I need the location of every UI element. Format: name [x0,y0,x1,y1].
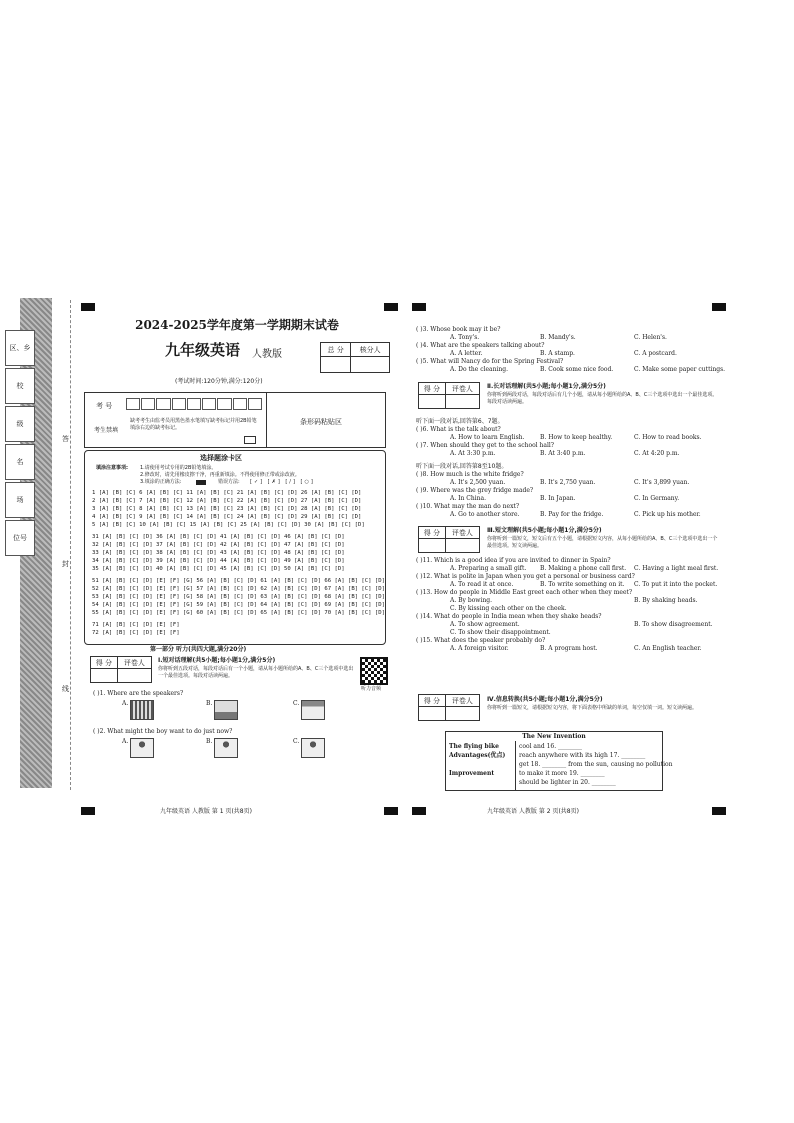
question: ( )13. How do people in Middle East greet each other when they meet? [416,589,633,596]
option-label: A. [122,700,129,707]
answer-option[interactable]: C. A postcard. [634,350,677,357]
answer-option[interactable]: A. A letter. [450,350,483,357]
exam-number-boxes[interactable] [126,398,262,410]
score-table [320,342,390,373]
answer-option[interactable]: B. Cook some nice food. [540,366,614,373]
grader-field[interactable] [117,669,151,683]
grader-table-4 [418,694,480,721]
question-2: ( )2. What might the boy want to do just now? [93,728,233,735]
table-row-text[interactable]: should be lighter in 20. ________ [519,779,616,786]
question: ( )11. Which is a good idea if you are invited to dinner in Spain? [416,557,611,564]
qr-label: 听力音频 [361,686,382,692]
registration-mark [384,807,398,815]
exam-info: (考试时间:120分钟,满分:120分) [175,378,263,385]
school-building-image [130,700,154,720]
answer-option[interactable]: C. Pick up his mother. [634,511,701,518]
examinee-label: 考生禁填 [94,427,119,434]
absent-mark-box[interactable] [244,436,256,444]
grader-field[interactable] [445,707,479,721]
theater-image [301,700,325,720]
answer-option[interactable]: B. Pay for the fridge. [540,511,604,518]
dialog2-intro: 听下面一段对话,回答第8至10题。 [416,463,508,470]
strip-cell-seat [5,520,35,556]
omr-title: 选择题涂卡区 [200,454,242,462]
registration-mark [384,303,398,311]
question: ( )12. What is polite in Japan when you get a personal or business card? [416,573,635,580]
answer-option[interactable]: C. Having a light meal first. [634,565,719,572]
question: ( )6. What is the talk about? [416,426,501,433]
answer-option[interactable]: C. To put it into the pocket. [634,581,718,588]
sec1-desc: 你将听到五段对话，每段对话后有一个小题，请从每小题所给的A、B、C三个选项中选出一个最佳选项。每段对话读两遍。 [158,666,354,679]
question: ( )9. Where was the grey fridge made? [416,487,534,494]
examinee-note: 缺考考生由监考员用黑色墨水笔填写缺考标记并用2B铅笔填涂右边的缺考标记。 [130,418,257,431]
strip-cell-township: 区 、 乡 [5,330,35,366]
registration-mark [412,807,426,815]
option-label: C. [293,700,300,707]
strip-label: 场 [16,496,24,504]
edition-label: 人教版 [252,349,282,360]
score-field[interactable] [419,395,446,409]
omr-note-3: 3.填涂的正确方法: [140,479,182,485]
table-row-text[interactable]: cool and 16. ________ [519,743,583,750]
answer-option[interactable]: A. How to learn English. [450,434,525,441]
sec4-desc: 你将听到一篇短文，请根据短文内容，将下面表格中所缺的单词，每空仅填一词。短文读两遍。 [487,705,698,711]
omr-row[interactable]: 3 [A] [B] [C] 8 [A] [B] [C] 13 [A] [B] [C] 23 [A] [B] [C] [D] 28 [A] [B] [C] [D] [92,506,362,512]
sec4-title: Ⅳ.信息转换(共5小题;每小题1分,满分5分) [487,696,603,703]
answer-option[interactable]: C. In Germany. [634,495,680,502]
dialog1-intro: 听下面一段对话,回答第6、7题。 [416,418,504,425]
omr-row[interactable]: 5 [A] [B] [C] 10 [A] [B] [C] 15 [A] [B] [C] 25 [A] [B] [C] [D] 30 [A] [B] [C] [D] [92,522,365,528]
strip-label: 级 [16,420,24,428]
sec3-desc: 你将听到一篇短文，短文后有五个小题，请根据短文内容，从每小题所给的A、B、C三个选项中选出一个最佳选项。短文读两遍。 [487,536,718,549]
option-label: B. [206,738,213,745]
question: ( )8. How much is the white fridge? [416,471,524,478]
registration-mark [412,303,426,311]
total-score-field[interactable] [321,357,351,373]
score-field[interactable] [419,707,446,721]
invention-table-title: The New Invention [522,733,586,740]
question: ( )10. What may the man do next? [416,503,520,510]
omr-row[interactable]: 35 [A] [B] [C] [D] 40 [A] [B] [C] [D] 45 [A] [B] [C] [D] 50 [A] [B] [C] [D] [92,566,345,572]
omr-row[interactable]: 34 [A] [B] [C] [D] 39 [A] [B] [C] [D] 44 [A] [B] [C] [D] 49 [A] [B] [C] [D] [92,558,345,564]
omr-row[interactable]: 71 [A] [B] [C] [D] [E] [F] [92,622,180,628]
score-label: 得 分 [91,657,118,669]
omr-row[interactable]: 1 [A] [B] [C] 6 [A] [B] [C] 11 [A] [B] [C] 21 [A] [B] [C] [D] 26 [A] [B] [C] [D] [92,490,362,496]
grader-table-3 [418,526,480,553]
table-row-label: Advantages(优点) [449,752,506,759]
strip-cell-name [5,444,35,480]
grader-label: 评卷人 [445,527,479,539]
grader-table-1 [90,656,152,683]
grader-label: 评卷人 [117,657,151,669]
side-word-seal: 封 [62,560,69,568]
answer-option[interactable]: B. To show disagreement. [634,621,713,628]
answer-option[interactable]: A. Do the cleaning. [450,366,509,373]
answer-option[interactable]: B. By shaking heads. [634,597,698,604]
answer-option[interactable]: A. To read it at once. [450,581,514,588]
answer-option[interactable]: A. In China. [450,495,487,502]
strip-cell-class [5,406,35,442]
option-label: B. [206,700,213,707]
question: ( )4. What are the speakers talking about? [416,342,545,349]
table-row-text[interactable]: get 18. ________ from the sun, causing no pollution [519,761,673,768]
omr-wrong-label: 错误方法: [218,479,240,485]
strip-label: 校 [16,382,24,390]
option-label: A. [122,738,129,745]
answer-option[interactable]: A. It's 2,500 yuan. [450,479,506,486]
answer-option[interactable]: C. Make some paper cuttings. [634,366,726,373]
person-image [301,738,325,758]
question: ( )3. Whose book may it be? [416,326,501,333]
omr-row[interactable]: 4 [A] [B] [C] 9 [A] [B] [C] 14 [A] [B] [C] 24 [A] [B] [C] [D] 29 [A] [B] [C] [D] [92,514,362,520]
grader-label: 评卷人 [445,383,479,395]
page1-footer: 九年级英语 人教版 第 1 页(共8页) [160,808,252,815]
omr-row[interactable]: 53 [A] [B] [C] [D] [E] [F] [G] 58 [A] [B] [C] [D] 63 [A] [B] [C] [D] 68 [A] [B] [C] [D] [92,594,385,600]
score-label: 得 分 [419,527,446,539]
answer-option[interactable]: C. To show their disappointment. [450,629,551,636]
score-label: 得 分 [419,383,446,395]
page2-footer: 九年级英语 人教版 第 2 页(共8页) [487,808,579,815]
option-label: C. [293,738,300,745]
strip-label: 区 [9,344,17,352]
omr-row[interactable]: 72 [A] [B] [C] [D] [E] [F] [92,630,180,636]
answer-option[interactable]: A. Go to another store. [450,511,520,518]
answer-option[interactable]: C. It's 3,899 yuan. [634,479,690,486]
omr-row[interactable]: 31 [A] [B] [C] [D] 36 [A] [B] [C] [D] 41 [A] [B] [C] [D] 46 [A] [B] [C] [D] [92,534,345,540]
exam-title: 2024-2025学年度第一学期期末试卷 [135,318,339,332]
answer-option[interactable]: B. How to keep healthy. [540,434,613,441]
answer-option[interactable]: B. It's 2,750 yuan. [540,479,596,486]
answer-option[interactable]: A. Preparing a small gift. [450,565,527,572]
grader-field[interactable] [445,395,479,409]
question: ( )15. What does the speaker probably do? [416,637,546,644]
side-word-answer: 答 [62,435,69,443]
strip-label: 乡 [23,344,31,352]
cut-line [70,300,71,790]
answer-option[interactable]: B. Mandy's. [540,334,576,341]
score-label: 得 分 [419,695,446,707]
person-image [214,738,238,758]
table-divider [515,741,516,791]
omr-row[interactable]: 33 [A] [B] [C] [D] 38 [A] [B] [C] [D] 43 [A] [B] [C] [D] 48 [A] [B] [C] [D] [92,550,345,556]
table-row-text[interactable]: to make it more 19. ________ [519,770,605,777]
answer-option[interactable]: B. A stamp. [540,350,575,357]
barcode-area-label: 条形码粘贴区 [300,418,342,426]
answer-option[interactable]: B. In Japan. [540,495,576,502]
registration-mark [712,303,726,311]
omr-row[interactable]: 32 [A] [B] [C] [D] 37 [A] [B] [C] [D] 42 [A] [B] [C] [D] 47 [A] [B] [C] [D] [92,542,345,548]
divider [266,392,267,448]
grader-table-2 [418,382,480,409]
answer-option[interactable]: B. A program host. [540,645,598,652]
answer-option[interactable]: A. By bowing. [450,597,492,604]
answer-option[interactable]: A. Tony's. [450,334,480,341]
score-field[interactable] [91,669,118,683]
sec2-title: Ⅱ.长对话理解(共5小题;每小题1分,满分5分) [487,383,606,390]
score-field[interactable] [419,539,446,553]
question: ( )14. What do people in India mean when they shake heads? [416,613,602,620]
checker-field[interactable] [351,357,390,373]
sec2-desc: 你将听到两段对话，每段对话后有几个小题，请从每小题所给的A、B、C三个选项中选出一个最佳选项。每段对话读两遍。 [487,392,718,405]
strip-cell-school [5,368,35,404]
registration-mark [712,807,726,815]
part1-title: 第一部分 听力(共四大题,满分20分) [150,646,247,653]
answer-option[interactable]: C. Helen's. [634,334,667,341]
answer-option[interactable]: C. An English teacher. [634,645,702,652]
question: ( )5. What will Nancy do for the Spring Festival? [416,358,564,365]
side-word-line: 线 [62,685,69,693]
question-1: ( )1. Where are the speakers? [93,690,184,697]
omr-notes-label: 填涂注意事项: [96,465,129,471]
exam-number-label: 考 号 [96,402,113,410]
answer-option[interactable]: C. How to read books. [634,434,702,441]
answer-option[interactable]: B. Making a phone call first. [540,565,627,572]
qr-code [360,657,388,685]
strip-cell-room [5,482,35,518]
answer-option[interactable]: A. A foreign visitor. [450,645,509,652]
strip-label: 位号 [13,534,27,542]
question: ( )7. When should they get to the school hall? [416,442,555,449]
checker-label: 核分人 [351,343,390,357]
correct-fill-sample [196,480,206,485]
registration-mark [81,303,95,311]
sec3-title: Ⅲ.短文理解(共5小题;每小题1分,满分5分) [487,527,602,534]
answer-option[interactable]: A. To show agreement. [450,621,520,628]
omr-row[interactable]: 52 [A] [B] [C] [D] [E] [F] [G] 57 [A] [B] [C] [D] 62 [A] [B] [C] [D] 67 [A] [B] [C] [D] [92,586,385,592]
grader-label: 评卷人 [445,695,479,707]
answer-option[interactable]: A. At 3:30 p.m. [450,450,496,457]
person-image [130,738,154,758]
omr-note-1: 1.请使用考试专用的2B铅笔填涂。 [140,465,217,471]
strip-label: 名 [16,458,24,466]
table-row-label: Improvement [449,770,495,777]
subject-title: 九年级英语 [165,341,241,359]
omr-row[interactable]: 54 [A] [B] [C] [D] [E] [F] [G] 59 [A] [B] [C] [D] 64 [A] [B] [C] [D] 69 [A] [B] [C] [D] [92,602,385,608]
total-score-label: 总 分 [321,343,351,357]
table-row-label: The flying bike [449,743,499,750]
omr-row[interactable]: 51 [A] [B] [C] [D] [E] [F] [G] 56 [A] [B] [C] [D] 61 [A] [B] [C] [D] 66 [A] [B] [C] [D] [92,578,385,584]
wrong-fill-samples: [✓] [✗] [/] [○] [250,479,315,485]
answer-option[interactable]: B. At 3:40 p.m. [540,450,586,457]
table-row-text[interactable]: reach anywhere with its high 17. ________ [519,752,646,759]
registration-mark [81,807,95,815]
omr-row[interactable]: 2 [A] [B] [C] 7 [A] [B] [C] 12 [A] [B] [C] 22 [A] [B] [C] [D] 27 [A] [B] [C] [D] [92,498,362,504]
answer-option[interactable]: B. To write something on it. [540,581,625,588]
omr-row[interactable]: 55 [A] [B] [C] [D] [E] [F] [G] 60 [A] [B] [C] [D] 65 [A] [B] [C] [D] 70 [A] [B] [C] [D] [92,610,385,616]
omr-note-2: 2.修改时，请先用橡皮擦干净，再重新填涂。不得使用修正带或涂改液。 [140,472,300,478]
building-image [214,700,238,720]
grader-field[interactable] [445,539,479,553]
sec1-title: Ⅰ.短对话理解(共5小题;每小题1分,满分5分) [158,657,276,664]
answer-option[interactable]: C. At 4:20 p.m. [634,450,680,457]
answer-option[interactable]: C. By kissing each other on the cheek. [450,605,567,612]
